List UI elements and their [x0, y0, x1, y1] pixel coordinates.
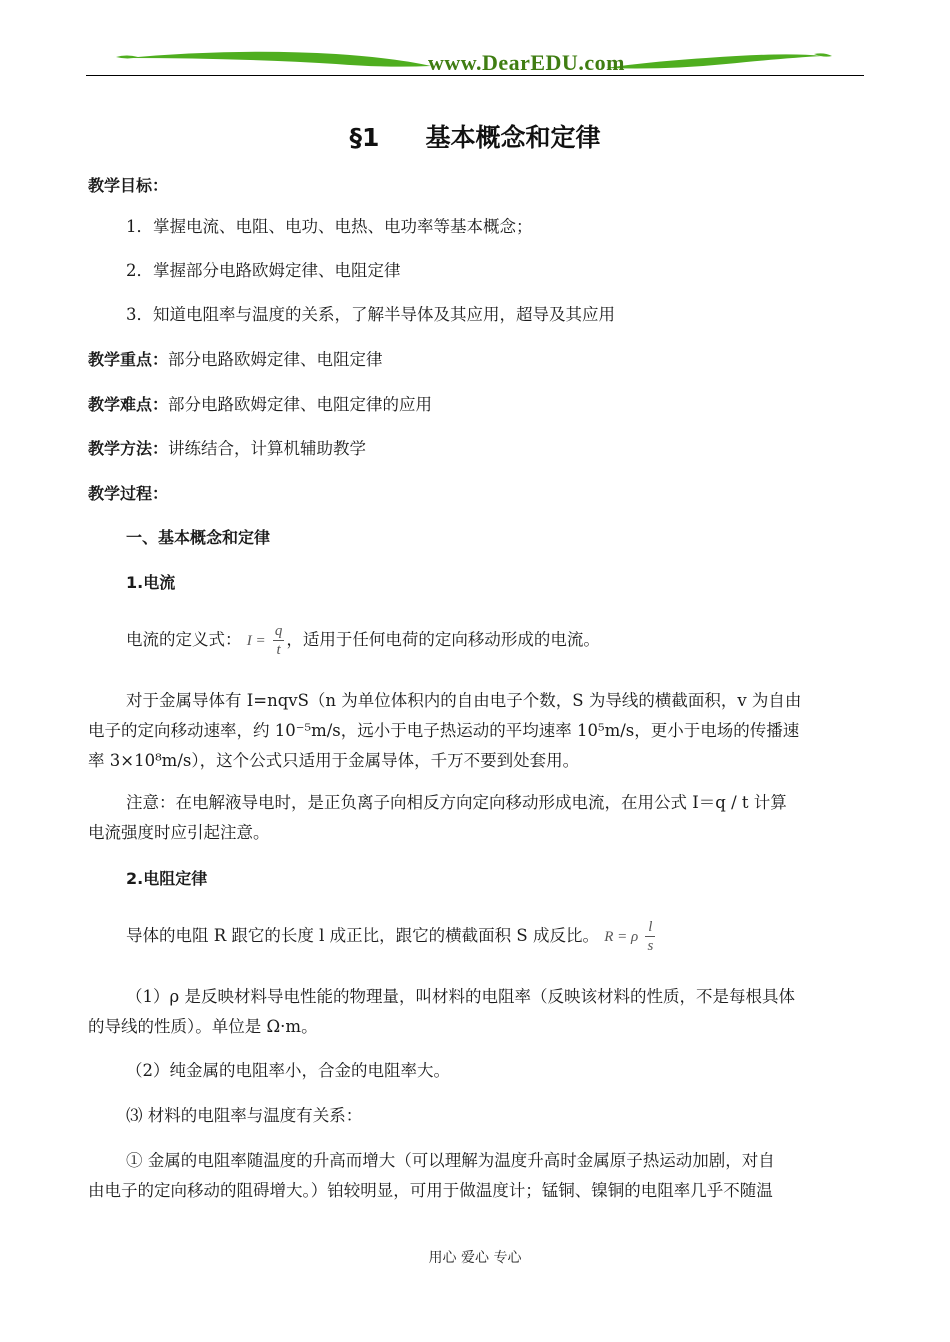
methods — [88, 439, 366, 459]
difficulties-label: 教学难点： — [88, 395, 169, 414]
paragraph-line: （1）ρ 是反映材料导电性能的物理量，叫材料的电阻率（反映该材料的性质，不是每根具体 — [126, 987, 795, 1006]
goal-item: 2．掌握部分电路欧姆定律、电阻定律 — [126, 261, 401, 280]
methods-label: 教学方法： — [88, 439, 169, 458]
paragraph-line: 由电子的定向移动的阻碍增大。）铂较明显，可用于做温度计；锰铜、镍铜的电阻率几乎不随温 — [88, 1181, 773, 1200]
section-heading: 一、基本概念和定律 — [126, 528, 271, 547]
current-def-after: ，适用于任何电荷的定向移动形成的电流。 — [286, 630, 600, 649]
resistance-law-text: 导体的电阻 R 跟它的长度 l 成正比，跟它的横截面积 S 成反比。 — [126, 926, 599, 945]
difficulties-text: 部分电路欧姆定律、电阻定律的应用 — [168, 395, 433, 414]
paragraph-line: 的导线的性质）。单位是 Ω·m。 — [88, 1017, 318, 1036]
subsection-heading: 1.电流 — [126, 573, 176, 592]
key-points-text: 部分电路欧姆定律、电阻定律 — [168, 350, 383, 369]
header-logo — [86, 44, 864, 78]
item-2: （2）纯金属的电阻率小，合金的电阻率大。 — [126, 1061, 450, 1080]
metal-conductor-paragraph — [88, 686, 864, 776]
goal-item: 1．掌握电流、电阻、电功、电热、电功率等基本概念； — [126, 217, 533, 236]
fraction-numerator: l — [648, 919, 653, 935]
paragraph-line: 电子的定向移动速率，约 10⁻⁵m/s，远小于电子热运动的平均速率 10⁵m/s，更小于电场的传播速 — [88, 721, 800, 740]
fraction-l-over-s — [645, 918, 655, 955]
key-points-label: 教学重点： — [88, 350, 169, 369]
paragraph-line: 电流强度时应引起注意。 — [88, 823, 270, 842]
formula-lhs: R = ρ — [604, 928, 639, 945]
subsection-heading: 2.电阻定律 — [126, 869, 208, 888]
fraction-denominator: t — [273, 640, 285, 659]
paragraph-line: ① 金属的电阻率随温度的升高而增大（可以理解为温度升高时金属原子热运动加剧，对自 — [126, 1151, 775, 1170]
goals-label: 教学目标： — [88, 176, 169, 195]
item-4 — [88, 1146, 864, 1206]
title-text: 基本概念和定律 — [425, 123, 601, 152]
paragraph-line: 注意：在电解液导电时，是正负离子向相反方向定向移动形成电流，在用公式 I＝q / t 计算 — [126, 793, 787, 812]
fraction-q-over-t — [273, 622, 285, 659]
fraction-denominator: s — [647, 938, 654, 954]
note-paragraph — [88, 788, 864, 848]
formula-lhs: I = — [246, 632, 266, 649]
goal-item: 3．知道电阻率与温度的关系，了解半导体及其应用，超导及其应用 — [126, 305, 615, 324]
process-label: 教学过程： — [88, 484, 169, 503]
paragraph-line: 率 3×10⁸m/s），这个公式只适用于金属导体，千万不要到处套用。 — [88, 751, 580, 770]
page-footer: 用心 爱心 专心 — [428, 1250, 522, 1266]
header-divider — [86, 75, 864, 76]
methods-text: 讲练结合，计算机辅助教学 — [168, 439, 367, 458]
logo-text: www.DearEDU.com — [428, 50, 625, 75]
key-points — [88, 350, 383, 370]
section-number: §1 — [349, 123, 380, 152]
page-title — [0, 118, 950, 154]
current-definition — [126, 620, 600, 661]
item-3: ⑶ 材料的电阻率与温度有关系： — [126, 1106, 363, 1125]
item-1 — [88, 982, 864, 1042]
fraction-numerator: q — [274, 623, 283, 639]
difficulties — [88, 395, 432, 415]
current-def-text: 电流的定义式： — [126, 630, 242, 649]
resistance-law — [126, 916, 657, 957]
paragraph-line: 对于金属导体有 I=nqvS（n 为单位体积内的自由电子个数，S 为导线的横截面积，v 为自由 — [126, 691, 802, 710]
